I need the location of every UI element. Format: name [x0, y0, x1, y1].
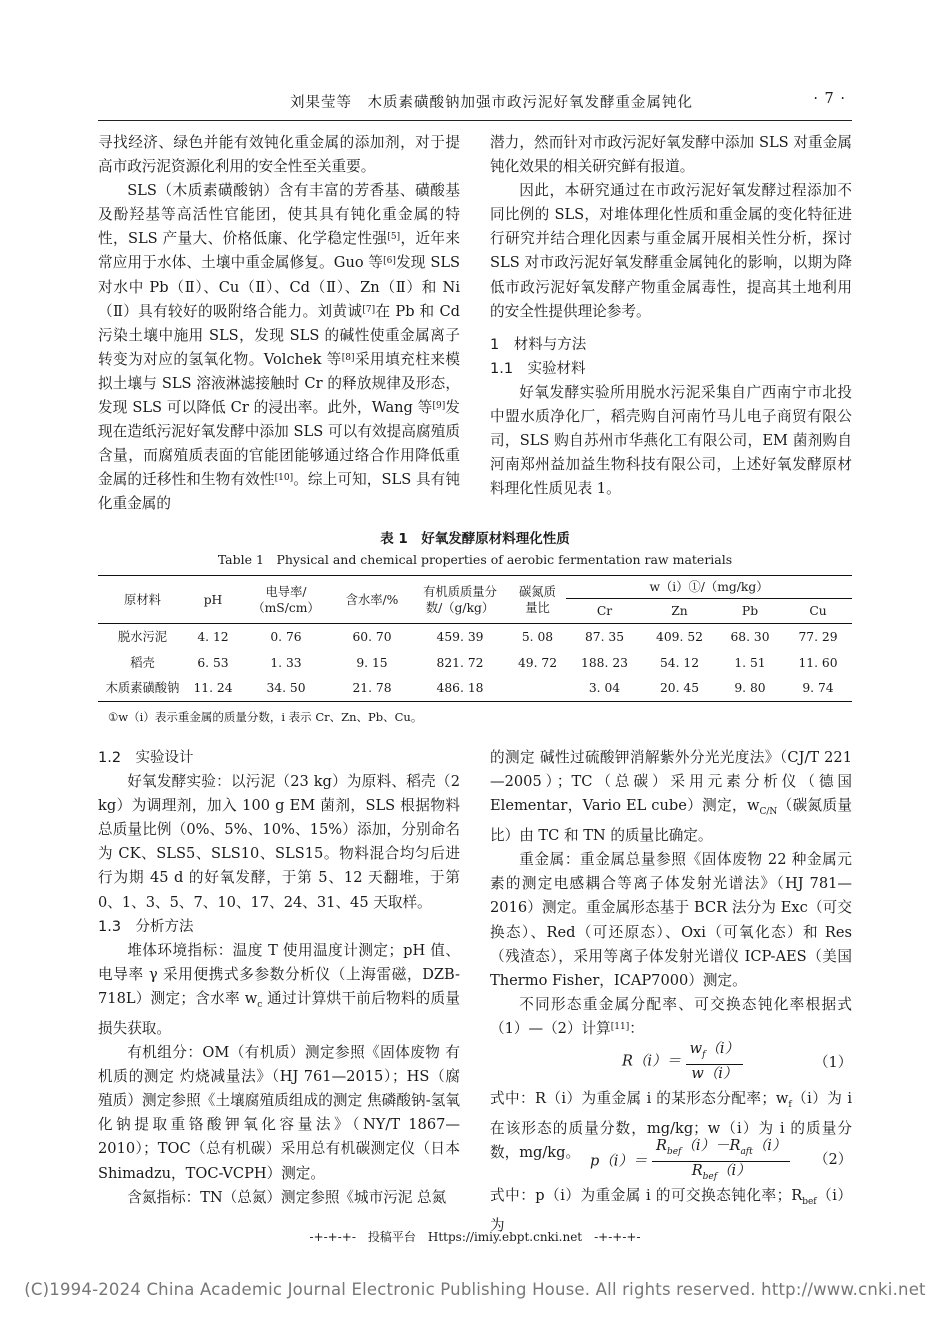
- table-row: 木质素磺酸钠 11. 24 34. 50 21. 78 486. 18 3. 04 20. 45 9. 80 9. 74: [98, 676, 852, 702]
- copyright-line: (C)1994-2024 China Academic Journal Electronic Publishing House. All rights reserved. http://www.cnki.net: [24, 1280, 926, 1299]
- header-metal-group: w（i）①/（mg/kg）: [566, 576, 852, 599]
- equation-2: p（i）＝ $\frac{R_{bef}(i)-R_{aft}(i)}{R_{bef}(i)}$: [590, 1137, 790, 1186]
- paragraph: 因此，本研究通过在市政污泥好氧发酵过程添加不同比例的 SLS，对堆体理化性质和重金属的变化特征进行研究并结合理化因素与重金属开展相关性分析，探讨 SLS 对市政污泥好氧发酵重金属钝化的影响，以期为降低市政污泥好氧发酵产物重金属毒性，提高其土地利用的安全性提供理论参考。: [490, 182, 852, 320]
- header-moisture: 含水率/%: [333, 576, 411, 624]
- paragraph-nitrogen: 含氮指标：TN（总氮）测定参照《城市污泥 总氮: [127, 1188, 447, 1206]
- paragraph-heavy-metals: 重金属：重金属总量参照《固体废物 22 种金属元素的测定电感耦合等离子体发射光谱法》（HJ 781—2016）测定。重金属形态基于 BCR 法分为 Exc（可交换态）、Red（可还原态）、Oxi（可氧化态）和 Res（残渣态），采用等离子体发射光谱仪 ICP-AES（美国 Thermo Fisher，ICAP7000）测定。: [490, 851, 852, 989]
- header-cu: Cu: [809, 604, 827, 618]
- table-caption-cn: 表 1 好氧发酵原材料理化性质: [380, 531, 570, 547]
- section-heading: 1 材料与方法: [490, 336, 587, 353]
- raw-materials-table: [98, 575, 852, 702]
- left-column-methods: [98, 746, 460, 1210]
- paragraph-materials: 好氧发酵实验所用脱水污泥采集自广西南宁市北投中盟水质净化厂，稻壳购自河南竹马儿电子商贸有限公司，SLS 购自苏州市华燕化工有限公司，EM 菌剂购自河南郑州益加益生物科技有限公司，上述好氧发酵原材料理化性质见表 1。: [490, 383, 852, 498]
- header-title: 刘果莹等 木质素磺酸钠加强市政污泥好氧发酵重金属钝化: [290, 95, 693, 111]
- equation-number: （2）: [814, 1152, 853, 1168]
- paragraph-organic: 有机组分：OM（有机质）测定参照《固体废物 有机质的测定 灼烧减量法》（HJ 761—2015）；HS（腐殖质）测定参照《土壤腐殖质组成的测定 焦磷酸钠-氢氧化钠提取重铬酸钾氧化容量法》（NY/T 1867—2010）；TOC（总有机碳）采用总有机碳测定仪（日本 Shimadzu，TOC-VCPH）测定。: [98, 1044, 460, 1182]
- paragraph-sls: SLS（木质素磺酸钠）含有丰富的芳香基、磺酸基及酚羟基等高活性官能团，使其具有钝化重金属的特性，SLS 产量大、价格低廉、化学稳定性强[5]，近年来常应用于水体、土壤中重金属修复。Guo 等[6]发现 SLS 对水中 Pb（Ⅱ）、Cu（Ⅱ）、Cd（Ⅱ）、Zn（Ⅱ）和 Ni（Ⅱ）具有较好的吸附络合能力。刘黄诚[7]在 Pb 和 Cd 污染土壤中施用 SLS，发现 SLS 的碱性使重金属离子转变为对应的氢氧化物。Volchek 等[8]采用填充柱来模拟土壤与 SLS 溶液淋滤接触时 Cr 的释放规律及形态，发现 SLS 可以降低 Cr 的浸出率。此外，Wang 等[9]发现在造纸污泥好氧发酵中添加 SLS 可以有效提高腐殖质含量，而腐殖质表面的官能团能够通过络合作用降低重金属的迁移性和生物有效性[10]。综上可知，SLS 具有钝化重金属的: [98, 182, 461, 513]
- header-material: 原材料: [98, 576, 187, 624]
- table-footnote: ①w（i）表示重金属的质量分数，i 表示 Cr、Zn、Pb、Cu。: [108, 710, 423, 724]
- right-column-methods: [490, 746, 852, 1041]
- header-om: 有机质质量分数/（g/kg）: [411, 576, 509, 624]
- header-pb: Pb: [741, 604, 759, 618]
- equation-number: （1）: [814, 1055, 853, 1071]
- eq2-explanation: 式中：p（i）为重金属 i 的可交换态钝化率；$R_{bef}(i)$为: [490, 1187, 852, 1234]
- submission-footer: -+-+-+- 投稿平台 Https://imiy.ebpt.cnki.net -+-+-+-: [309, 1230, 641, 1244]
- page-number: · 7 ·: [813, 91, 846, 107]
- left-column-intro: [98, 131, 460, 517]
- eq1-explanation: 式中：R（i）为重金属 i 的某形态分配率；$w_f(i)$为 i 在该形态的质量分数，mg/kg；w（i）为 i 的质量分数，mg/kg。: [490, 1090, 852, 1162]
- running-header: [0, 91, 950, 115]
- paragraph-formula-intro: 不同形态重金属分配率、可交换态钝化率根据式（1）—（2）计算[11]：: [490, 995, 852, 1037]
- right-column-intro: [490, 131, 852, 501]
- subsection-heading: 1.1 实验材料: [490, 360, 586, 377]
- header-rule: [98, 120, 852, 121]
- paragraph: 潜力，然而针对市政污泥好氧发酵中添加 SLS 对重金属钝化效果的相关研究鲜有报道。: [490, 134, 852, 176]
- subsection-heading: 1.2 实验设计: [98, 750, 194, 766]
- header-zn: Zn: [671, 604, 688, 618]
- subsection-heading: 1.3 分析方法: [98, 918, 194, 935]
- header-ph: pH: [187, 576, 239, 624]
- header-ec: 电导率/（mS/cm）: [239, 576, 333, 624]
- paragraph: 的测定 碱性过硫酸钾消解紫外分光光度法》（CJ/T 221—2005）；TC（总碳）采用元素分析仪（德国 Elementar，Vario EL cube）测定，$w_{C/N}$（碳氮质量比）由 TC 和 TN 的质量比确定。: [490, 749, 852, 845]
- table-row: 稻壳 6. 53 1. 33 9. 15 821. 72 49. 72 188. 23 54. 12 1. 51 11. 60: [130, 655, 838, 670]
- paragraph-environment: 堆体环境指标：温度 T 使用温度计测定；pH 值、电导率 γ 采用便携式多参数分析仪（上海雷磁，DZB-718L）测定；含水率 $w_c$ 通过计算烘干前后物料的质量损失获取。: [98, 941, 460, 1037]
- header-cr: Cr: [596, 604, 613, 618]
- paragraph: 寻找经济、绿色并能有效钝化重金属的添加剂，对于提高市政污泥资源化利用的安全性至关重要。: [98, 134, 460, 176]
- paragraph-design: 好氧发酵实验：以污泥（23 kg）为原料、稻壳（2 kg）为调理剂，加入 100 g EM 菌剂，SLS 根据物料总质量比例（0%、5%、10%、15%）添加，分别命名为 CK、SLS5、SLS10、SLS15。物料混合均匀后进行为期 45 d 的好氧发酵，于第 5、12 天翻堆，于第 0、1、3、5、7、10、17、24、31、45 天取样。: [98, 773, 460, 911]
- header-cn: 碳氮质量比: [509, 576, 566, 624]
- table-row: 脱水污泥 4. 12 0. 76 60. 70 459. 39 5. 08 87. 35 409. 52 68. 30 77. 29: [117, 629, 838, 644]
- equation-1: R（i）＝ $\frac{w_f(i)}{w(i)}$: [622, 1040, 743, 1083]
- table-caption-en: Table 1 Physical and chemical properties of aerobic fermentation raw materials: [217, 552, 733, 567]
